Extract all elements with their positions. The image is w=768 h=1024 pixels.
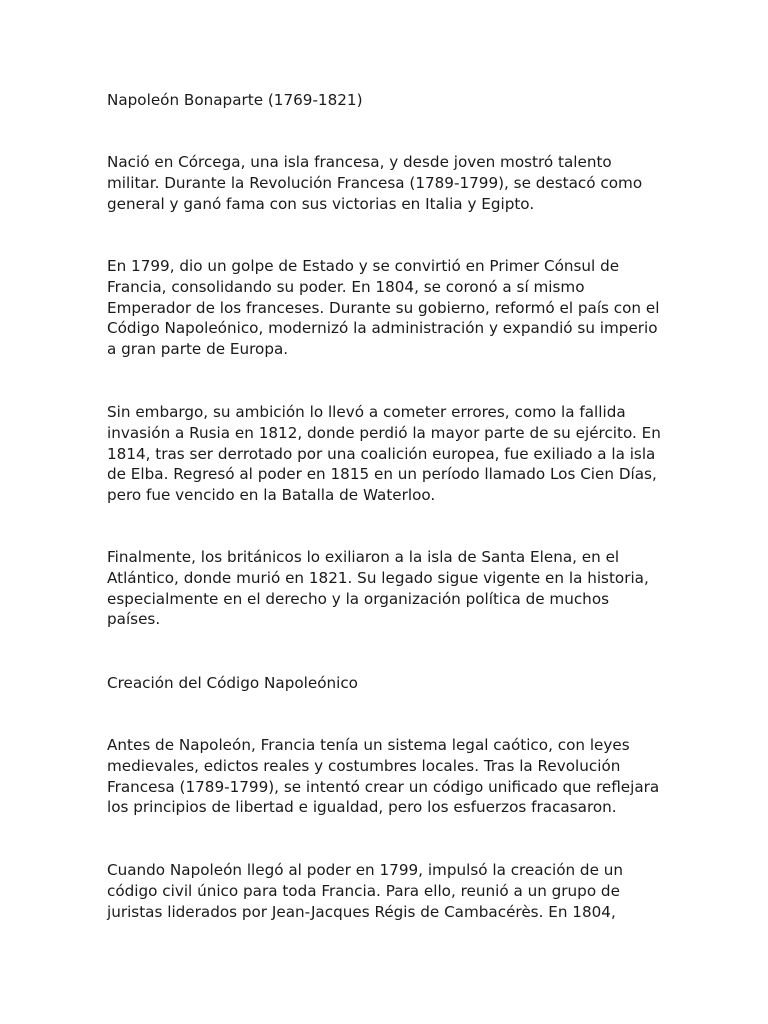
paragraph-line: 1814, tras ser derrotado por una coalición europea, fue exiliado a la isla xyxy=(107,444,656,463)
paragraph-rise-to-power xyxy=(107,256,667,360)
document-title xyxy=(107,90,667,111)
paragraph-line: Francesa (1789-1799), se intentó crear un código unificado que reflejara xyxy=(107,777,660,796)
paragraph-line: Emperador de los franceses. Durante su gobierno, reformó el país con el xyxy=(107,298,660,317)
paragraph-line: invasión a Rusia en 1812, donde perdió la mayor parte de su ejército. En xyxy=(107,423,661,442)
paragraph-legal-background xyxy=(107,735,667,818)
paragraph-exile xyxy=(107,547,667,630)
paragraph-line: código civil único para toda Francia. Para ello, reunió a un grupo de xyxy=(107,881,620,900)
paragraph-line: Antes de Napoleón, Francia tenía un sistema legal caótico, con leyes xyxy=(107,736,630,754)
title-line: Napoleón Bonaparte (1769-1821) xyxy=(107,91,363,109)
paragraph-birth xyxy=(107,152,667,214)
paragraph-line: países. xyxy=(107,610,161,629)
paragraph-line: militar. Durante la Revolución Francesa (1789-1799), se destacó como xyxy=(107,173,643,192)
paragraph-line: medievales, edictos reales y costumbres locales. Tras la Revolución xyxy=(107,756,621,775)
paragraph-line: juristas liderados por Jean-Jacques Régis de Cambacérès. En 1804, xyxy=(107,902,616,921)
paragraph-line: especialmente en el derecho y la organización política de muchos xyxy=(107,589,610,608)
paragraph-line: Sin embargo, su ambición lo llevó a cometer errores, como la fallida xyxy=(107,403,626,421)
paragraph-downfall xyxy=(107,402,667,506)
paragraph-line: Cuando Napoleón llegó al poder en 1799, impulsó la creación de un xyxy=(107,861,623,879)
paragraph-line: Finalmente, los británicos lo exiliaron a la isla de Santa Elena, en el xyxy=(107,548,620,566)
paragraph-line: pero fue vencido en la Batalla de Waterloo. xyxy=(107,486,436,505)
paragraph-line: En 1799, dio un golpe de Estado y se convirtió en Primer Cónsul de xyxy=(107,257,620,275)
paragraph-line: de Elba. Regresó al poder en 1815 en un período llamado Los Cien Días, xyxy=(107,465,657,484)
heading-line: Creación del Código Napoleónico xyxy=(107,674,358,692)
paragraph-line: a gran parte de Europa. xyxy=(107,340,289,359)
paragraph-code-creation xyxy=(107,860,667,922)
section-heading xyxy=(107,673,667,694)
paragraph-line: general y ganó fama con sus victorias en Italia y Egipto. xyxy=(107,194,535,213)
paragraph-line: Atlántico, donde murió en 1821. Su legado sigue vigente en la historia, xyxy=(107,568,649,587)
paragraph-line: Código Napoleónico, modernizó la administración y expandió su imperio xyxy=(107,319,658,338)
paragraph-line: los principios de libertad e igualdad, pero los esfuerzos fracasaron. xyxy=(107,798,617,817)
paragraph-line: Nació en Córcega, una isla francesa, y desde joven mostró talento xyxy=(107,153,612,171)
paragraph-line: Francia, consolidando su poder. En 1804, se coronó a sí mismo xyxy=(107,277,585,296)
